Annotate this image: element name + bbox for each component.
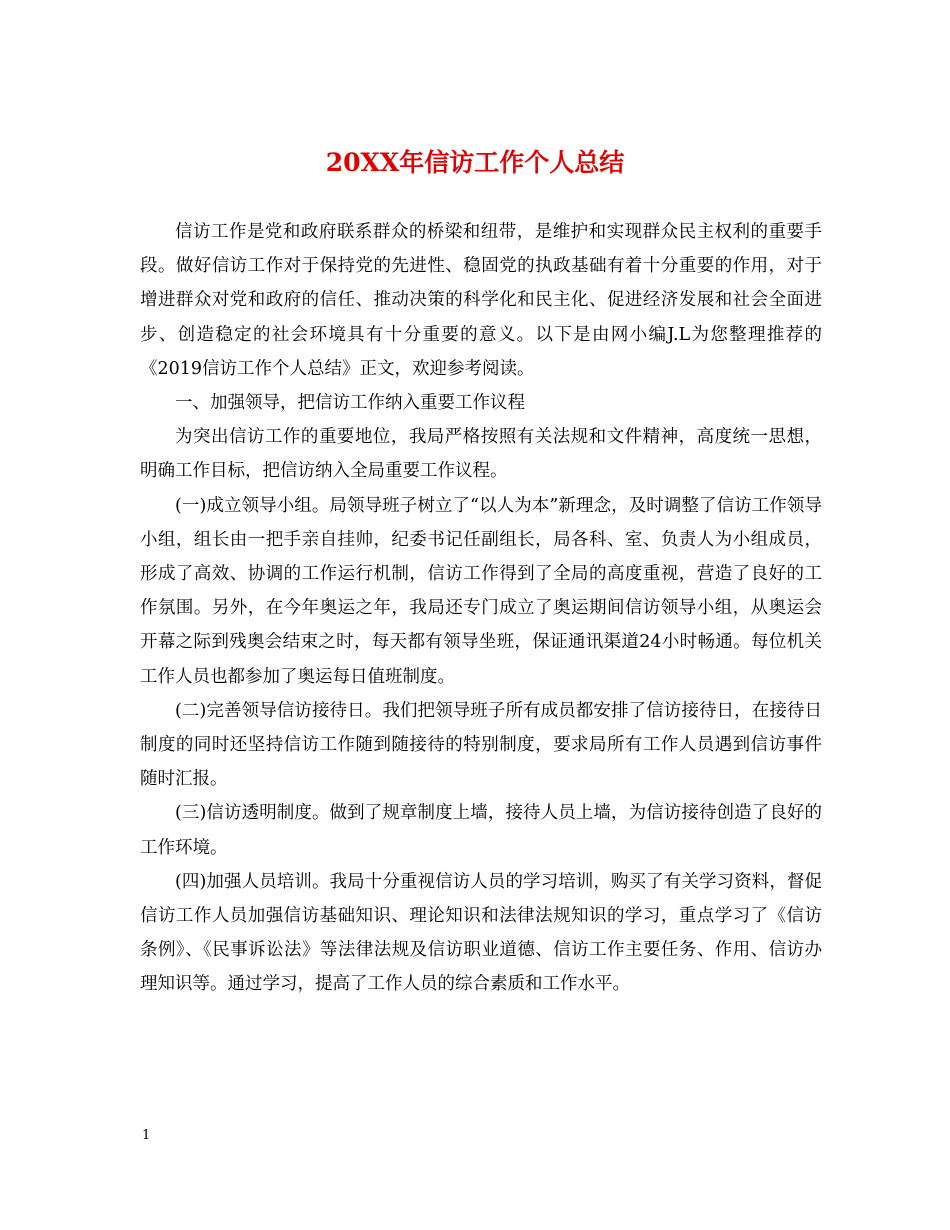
paragraph-section-1-intro: 为突出信访工作的重要地位，我局严格按照有关法规和文件精神，高度统一思想，明确工作目标，把信访纳入全局重要工作议程。 (140, 427, 822, 482)
paragraph-item-1: (一)成立领导小组。局领导班子树立了“以人为本”新理念，及时调整了信访工作领导小组，组长由一把手亲自挂帅，纪委书记任副组长，局各科、室、负责人为小组成员，形成了高效、协调的工作运行机制，信访工作得到了全局的高度重视，营造了良好的工作氛围。另外，在今年奥运之年，我局还专门成立了奥运期间信访领导小组，从奥运会开幕之际到残奥会结束之时，每天都有领导坐班，保证通讯渠道24小时畅通。每位机关工作人员也都参加了奥运每日值班制度。 (140, 495, 822, 687)
document-body (140, 215, 822, 1002)
paragraph-item-4: (四)加强人员培训。我局十分重视信访人员的学习培训，购买了有关学习资料，督促信访工作人员加强信访基础知识、理论知识和法律法规知识的学习，重点学习了《信访条例》、《民事诉讼法》等法律法规及信访职业道德、信访工作主要任务、作用、信访办理知识等。通过学习，提高了工作人员的综合素质和工作水平。 (140, 871, 822, 995)
section-heading-1: 一、加强领导，把信访工作纳入重要工作议程 (175, 393, 525, 414)
document-title: 20XX年信访工作个人总结 (325, 148, 625, 177)
page-number: 1 (142, 1128, 151, 1143)
paragraph-intro: 信访工作是党和政府联系群众的桥梁和纽带，是维护和实现群众民主权利的重要手段。做好信访工作对于保持党的先进性、稳固党的执政基础有着十分重要的作用，对于增进群众对党和政府的信任、推动决策的科学化和民主化、促进经济发展和社会全面进步、创造稳定的社会环境具有十分重要的意义。以下是由网小编J.L为您整理推荐的《2019信访工作个人总结》正文，欢迎参考阅读。 (140, 222, 822, 379)
paragraph-item-3: (三)信访透明制度。做到了规章制度上墙，接待人员上墙，为信访接待创造了良好的工作环境。 (140, 803, 822, 858)
paragraph-item-2: (二)完善领导信访接待日。我们把领导班子所有成员都安排了信访接待日，在接待日制度的同时还坚持信访工作随到随接待的特别制度，要求局所有工作人员遇到信访事件随时汇报。 (140, 700, 822, 790)
